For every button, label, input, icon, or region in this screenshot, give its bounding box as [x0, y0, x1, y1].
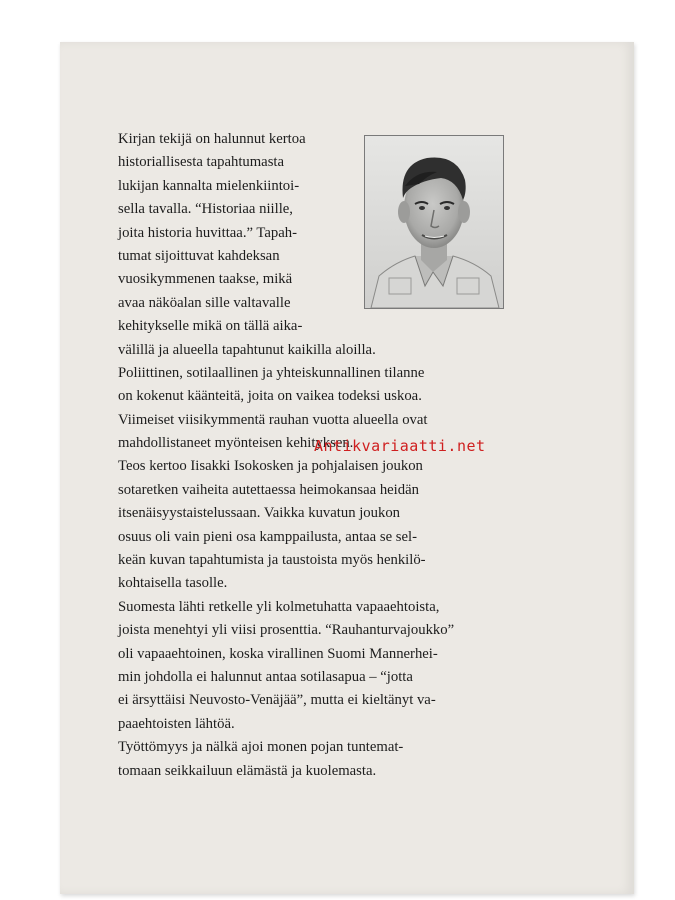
text-line: Teos kertoo Iisakki Isokosken ja pohjalaisen joukon	[118, 458, 423, 475]
text-line: kehitykselle mikä on tällä aika-	[118, 318, 303, 335]
text-line: Poliittinen, sotilaallinen ja yhteiskunnallinen tilanne	[118, 364, 425, 381]
text-line: joita historia huvittaa.” Tapah-	[118, 224, 297, 241]
text-line: avaa näköalan sille valtavalle	[118, 294, 291, 311]
book-back-cover	[60, 42, 634, 894]
text-line: Työttömyys ja nälkä ajoi monen pojan tuntemat-	[118, 739, 404, 756]
text-line: oli vapaaehtoinen, koska virallinen Suomi Mannerhei-	[118, 645, 438, 662]
text-line: historiallisesta tapahtumasta	[118, 154, 285, 171]
watermark: Antikvariaatti.net	[314, 437, 486, 455]
text-line: sella tavalla. “Historiaa niille,	[118, 201, 293, 218]
text-line: tumat sijoittuvat kahdeksan	[118, 247, 280, 264]
text-line: itsenäisyystaistelussaan. Vaikka kuvatun joukon	[118, 505, 401, 522]
author-photo	[364, 135, 504, 309]
text-line: sotaretken vaiheita autettaessa heimokansaa heidän	[118, 481, 419, 498]
text-line: paaehtoisten lähtöä.	[118, 715, 235, 732]
text-line: osuus oli vain pieni osa kamppailusta, antaa se sel-	[118, 528, 417, 545]
text-line: tomaan seikkailuun elämästä ja kuolemasta.	[118, 762, 377, 779]
text-line: keän kuvan tapahtumista ja taustoista myös henkilö-	[118, 552, 426, 569]
text-line: Viimeiset viisikymmentä rauhan vuotta alueella ovat	[118, 411, 428, 428]
text-line: min johdolla ei halunnut antaa sotilasapua – “jotta	[118, 668, 413, 685]
text-line: kohtaisella tasolle.	[118, 575, 228, 592]
text-line: Kirjan tekijä on halunnut kertoa	[118, 131, 306, 147]
text-line: välillä ja alueella tapahtunut kaikilla aloilla.	[118, 341, 376, 358]
text-line: ei ärsyttäisi Neuvosto-Venäjää”, mutta ei kieltänyt va-	[118, 692, 436, 709]
text-line: mahdollistaneet myönteisen kehityksen.	[118, 435, 354, 452]
text-line: Suomesta lähti retkelle yli kolmetuhatta vapaaehtoista,	[118, 598, 440, 615]
text-line: joista menehtyi yli viisi prosenttia. “Rauhanturvajoukko”	[118, 622, 455, 639]
text-line: on kokenut käänteitä, joita on vaikea todeksi uskoa.	[118, 388, 422, 405]
text-line: vuosikymmenen taakse, mikä	[118, 271, 293, 288]
text-line: lukijan kannalta mielenkiintoi-	[118, 177, 300, 194]
